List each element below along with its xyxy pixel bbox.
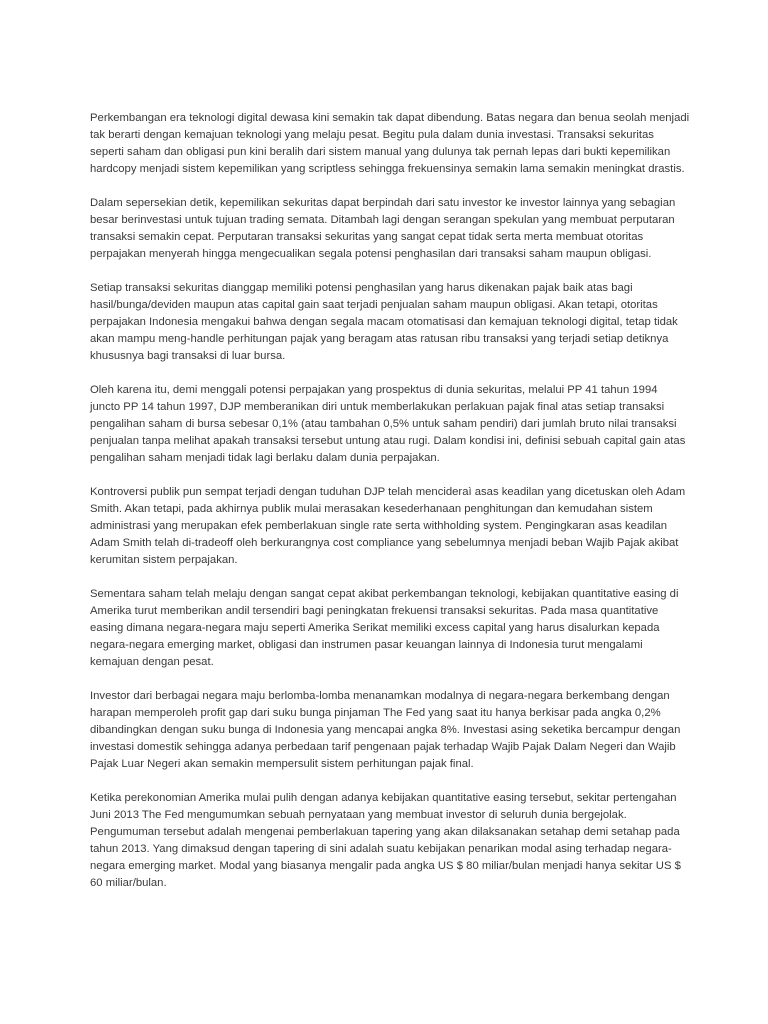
paragraph-8: Ketika perekonomian Amerika mulai pulih dengan adanya kebijakan quantitative easing tersebut, sekitar pertengahan Juni 2013 The Fed mengumumkan sebuah pernyataan yang membuat investor di seluruh dunia bergejolak. Pengumuman tersebut adalah mengenai pemberlakuan tapering yang akan dilaksanakan setahap demi setahap pada tahun 2013. Yang dimaksud dengan tapering di sini adalah suatu kebijakan penarikan modal asing terhadap negara-negara emerging market. Modal yang biasanya mengalir pada angka US $ 80 miliar/bulan menjadi hanya sekitar US $ 60 miliar/bulan. bbox=[90, 792, 681, 889]
paragraph-1: Perkembangan era teknologi digital dewasa kini semakin tak dapat dibendung. Batas negara dan benua seolah menjadi tak berarti dengan kemajuan teknologi yang melaju pesat. Begitu pula dalam dunia investasi. Transaksi sekuritas seperti saham dan obligasi pun kini beralih dari sistem manual yang dulunya tak pernah lepas dari bukti kepemilikan hardcopy menjadi sistem kepemilikan yang scriptless sehingga frekuensinya semakin lama semakin meningkat drastis. bbox=[90, 112, 690, 175]
paragraph-4: Oleh karena itu, demi menggali potensi perpajakan yang prospektus di dunia sekuritas, melalui PP 41 tahun 1994 juncto PP 14 tahun 1997, DJP memberanikan diri untuk memberlakukan perlakuan pajak final atas setiap transaksi pengalihan saham di bursa sebesar 0,1% (atau tambahan 0,5% untuk saham pendiri) dari jumlah bruto nilai transaksi penjualan tanpa melihat apakah transaksi tersebut untung atau rugi. Dalam kondisi ini, definisi sebuah capital gain atas pengalihan saham menjadi tidak lagi berlaku dalam dunia perpajakan. bbox=[90, 384, 686, 464]
paragraph-7: Investor dari berbagai negara maju berlomba-lomba menanamkan modalnya di negara-negara berkembang dengan harapan memperoleh profit gap dari suku bunga pinjaman The Fed yang saat itu hanya berkisar pada angka 0,2% dibandingkan dengan suku bunga di Indonesia yang mencapai angka 8%. Investasi asing seketika bercampur dengan investasi domestik sehingga adanya perbedaan tarif pengenaan pajak terhadap Wajib Pajak Dalam Negeri dan Wajib Pajak Luar Negeri akan semakin mempersulit sistem perhitungan pajak final. bbox=[90, 690, 681, 770]
paragraph-6: Sementara saham telah melaju dengan sangat cepat akibat perkembangan teknologi, kebijakan quantitative easing di Amerika turut memberikan andil tersendiri bagi peningkatan frekuensi transaksi sekuritas. Pada masa quantitative easing dimana negara-negara maju seperti Amerika Serikat memiliki excess capital yang harus disalurkan kepada negara-negara emerging market, obligasi dan instrumen pasar keuangan lainnya di Indonesia turut mengalami kemajuan dengan pesat. bbox=[90, 588, 679, 668]
paragraph-3: Setiap transaksi sekuritas dianggap memiliki potensi penghasilan yang harus dikenakan pajak baik atas bagi hasil/bunga/deviden maupun atas capital gain saat terjadi penjualan saham maupun obligasi. Akan tetapi, otoritas perpajakan Indonesia mengakui bahwa dengan segala macam otomatisasi dan kemajuan teknologi digital, tetap tidak akan mampu meng-handle perhitungan pajak yang beragam atas ratusan ribu transaksi yang terjadi setiap detiknya khususnya bagi transaksi di luar bursa. bbox=[90, 282, 678, 362]
paragraph-5: Kontroversi publik pun sempat terjadi dengan tuduhan DJP telah mencideraì asas keadilan yang dicetuskan oleh Adam Smith. Akan tetapi, pada akhirnya publik mulai merasakan kesederhanaan penghitungan dan kemudahan sistem administrasi yang merupakan efek pemberlakuan single rate serta withholding system. Pengingkaran asas keadilan Adam Smith telah di-tradeoff oleh berkurangnya cost compliance yang sebelumnya menjadi beban Wajib Pajak akibat kerumitan sistem perpajakan. bbox=[90, 486, 686, 566]
paragraph-2: Dalam sepersekian detik, kepemilikan sekuritas dapat berpindah dari satu investor ke investor lainnya yang sebagian besar berinvestasi untuk tujuan trading semata. Ditambah lagi dengan serangan spekulan yang membuat perputaran transaksi semakin cepat. Perputaran transaksi sekuritas yang sangat cepat tidak serta merta membuat otoritas perpajakan menyerah hingga mengecualikan segala potensi penghasilan dari transaksi saham maupun obligasi. bbox=[90, 197, 676, 260]
document-body bbox=[90, 110, 690, 909]
